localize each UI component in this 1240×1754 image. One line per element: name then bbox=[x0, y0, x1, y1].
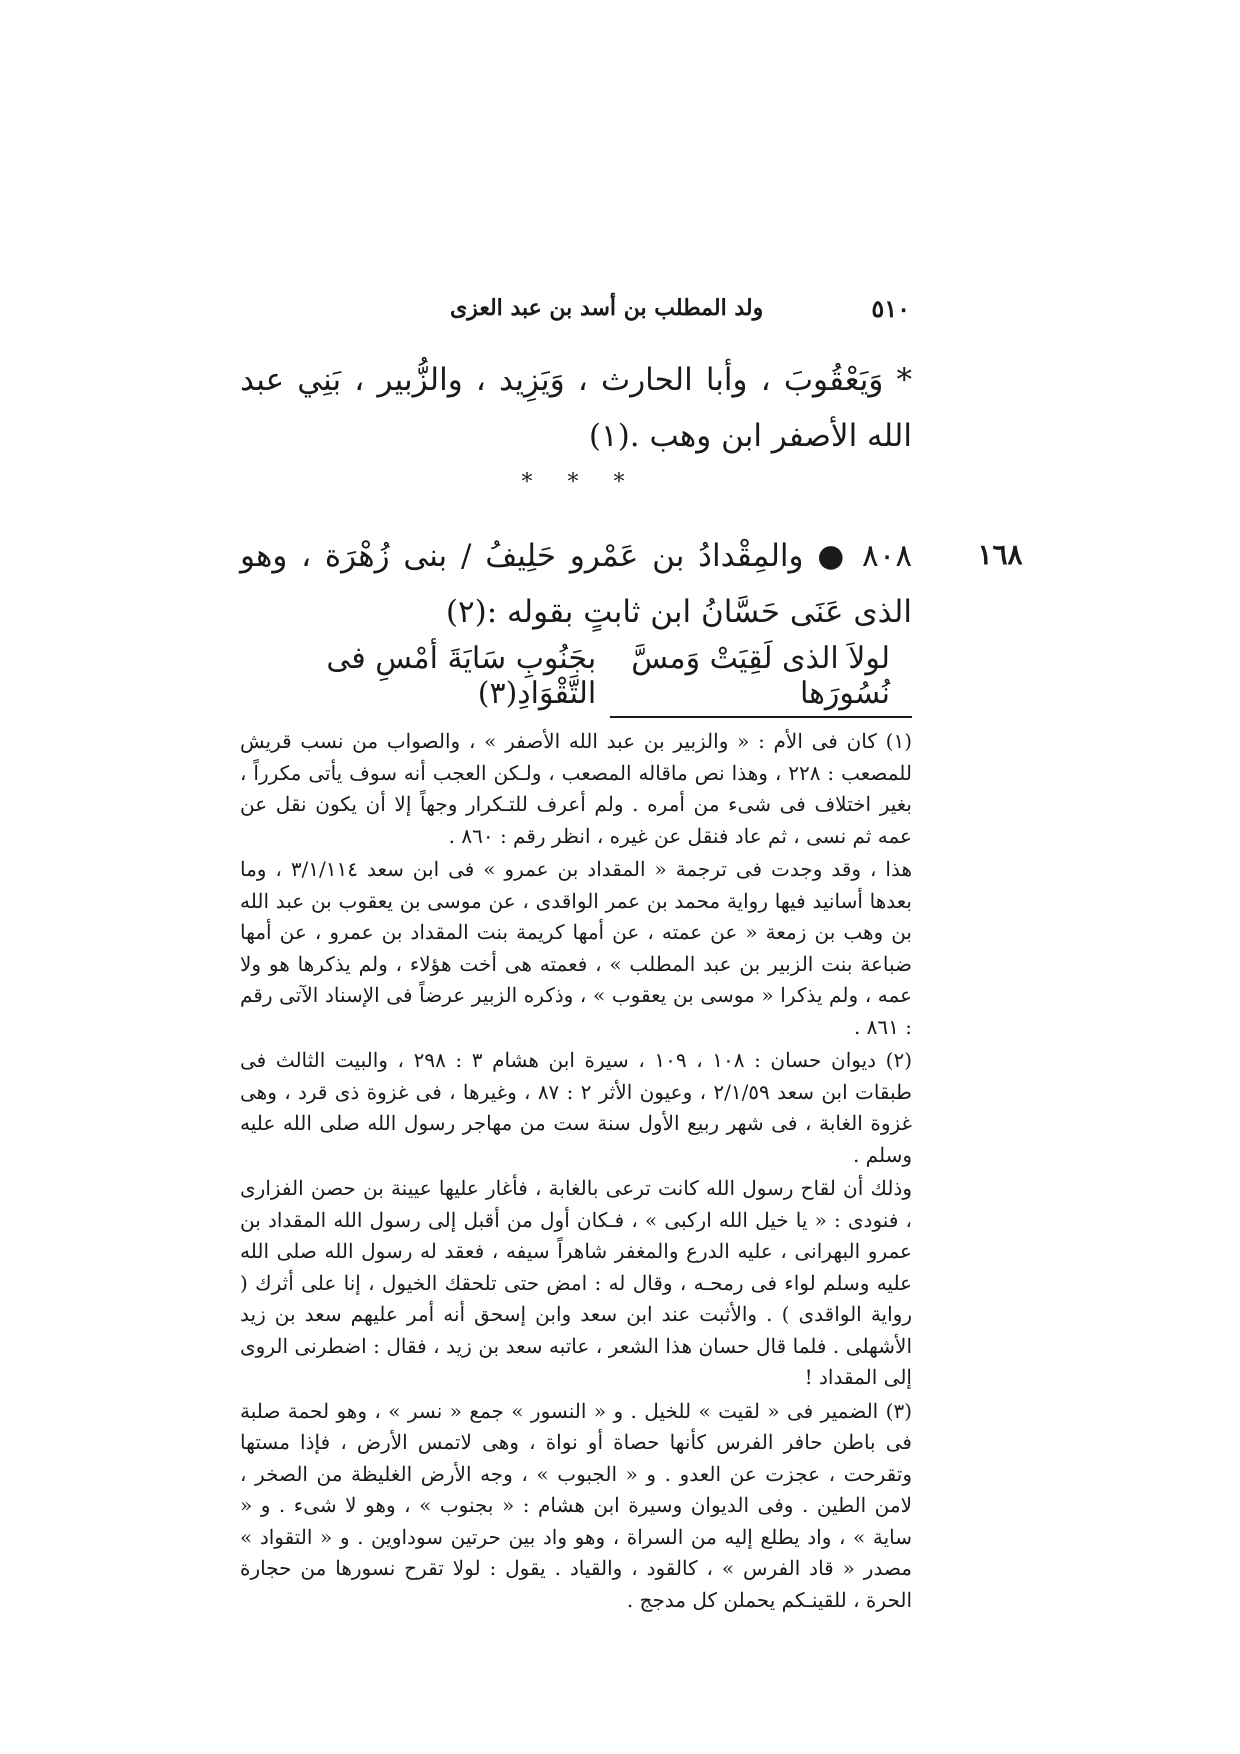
running-head bbox=[450, 288, 910, 328]
footnote-2-continued: وذلك أن لقاح رسول الله كانت ترعى بالغابة ، فأغار عليها عيينة بن حصن الفزارى ، فنودى : « يا خيل الله اركبى » ، فـكان أول من أقبل إلى رسول الله المقداد بن عمرو البهرانى ، عليه الدرع والمغفر شاهراً سيفه ، فعقد له رسول الله صلى الله عليه وسلم لواء فى رمحـه ، وقال له : امض حتى تلحقك الخيول ، إنا على أثرك ( رواية الواقدى ) . والأثبت عند ابن سعد وابن إسحق أنه أمر عليهم سعد بن زيد الأشهلى . فلما قال حسان هذا الشعر ، عاتبه سعد بن زيد ، فقال : اضطرنى الروى إلى المقداد ! bbox=[240, 1176, 912, 1389]
continuation-paragraph: * وَيَعْقُوبَ ، وأبا الحارث ، وَيَزِيد ، والزُّبير ، بَنِي عبد الله الأصفر ابن وهب .(١) bbox=[240, 362, 912, 454]
footnotes bbox=[240, 726, 912, 1618]
footnote-2: (٢) ديوان حسان : ١٠٨ ، ١٠٩ ، سيرة ابن هشام ٣ : ٢٩٨ ، والبيت الثالث فى طبقات ابن سعد ٢/١/٥٩ ، وعيون الأثر ٢ : ٨٧ ، وغيرها ، فى غزوة ذى قرد ، وهى غزوة الغابة ، فى شهر ربيع الأول سنة ست من مهاجر رسول الله صلى الله عليه وسلم . bbox=[240, 1048, 913, 1167]
verse-first-hemistich: لولاَ الذى لَقِيَتْ وَمسَّ نُسُورَها bbox=[631, 641, 890, 711]
footnote-1-continued: هذا ، وقد وجدت فى ترجمة « المقداد بن عمرو » فى ابن سعد ٣/١/١١٤ ، وما بعدها أسانيد فيها رواية محمد بن عمر الواقدى ، عن موسى بن يعقوب بن عبد الله بن وهب بن زمعة « عن عمته ، عن أمها كريمة بنت المقداد بن عمرو ، عن أمها ضباعة بنت الزبير بن عبد المطلب » ، فعمته هى أخت هؤلاء ، ولم يذكرها هو ولا عمه ، ولم يذكرا « موسى بن يعقوب » ، وذكره الزبير عرضاً فى الإسناد الآتى رقم : ٨٦١ . bbox=[240, 857, 913, 1039]
poem-verse bbox=[270, 641, 890, 711]
verse-second-hemistich: بجَنُوبِ سَايَةَ أمْسِ فى التَّقْوَادِ(٣) bbox=[326, 641, 597, 711]
entry-808-paragraph: ٨٠٨ ● والمِقْدادُ بن عَمْرو حَلِيفُ / بنى زُهْرَة ، وهو الذى عَنَى حَسَّانُ ابن ثابتٍ بقوله :(٢) bbox=[240, 538, 912, 630]
section-separator: * * * bbox=[521, 470, 639, 495]
footnote-rule bbox=[610, 716, 912, 718]
margin-page-number: ١٦٨ bbox=[977, 538, 1023, 571]
footnote-3: (٣) الضمير فى « لقيت » للخيل . و « النسور » جمع « نسر » ، وهو لحمة صلبة فى باطن حافر الفرس كأنها حصاة أو نواة ، وهى لاتمس الأرض ، فإذا مستها وتقرحت ، عجزت عن العدو . و « الجبوب » ، وجه الأرض الغليظة من الصخر ، لامن الطين . وفى الديوان وسيرة ابن هشام : « بجنوب » ، وهو لا شىء . و « ساية » ، واد يطلع إليه من السراة ، وهو واد بين حرتين سوداوين . و « التقواد » مصدر « قاد الفرس » ، كالقود ، والقياد . يقول : لولا تقرح نسورها من حجارة الحرة ، للقينـكم يحملن كل مدجج . bbox=[240, 1398, 912, 1612]
footnote-1: (١) كان فى الأم : « والزبير بن عبد الله الأصفر » ، والصواب من نسب قريش للمصعب : ٢٢٨ ، وهذا نص ماقاله المصعب ، ولـكن العجب أنه سوف يأتى مكرراً ، بغير اختلاف فى شىء من أمره . ولم أعرف للتـكرار وجهاً إلا أن يكون نقل عن عمه ثم نسى ، ثم عاد فنقل عن غيره ، انظر رقم : ٨٦٠ . bbox=[240, 729, 912, 848]
page-number: ٥١٠ bbox=[871, 293, 910, 323]
running-title: ولد المطلب بن أسد بن عبد العزى bbox=[450, 295, 764, 321]
